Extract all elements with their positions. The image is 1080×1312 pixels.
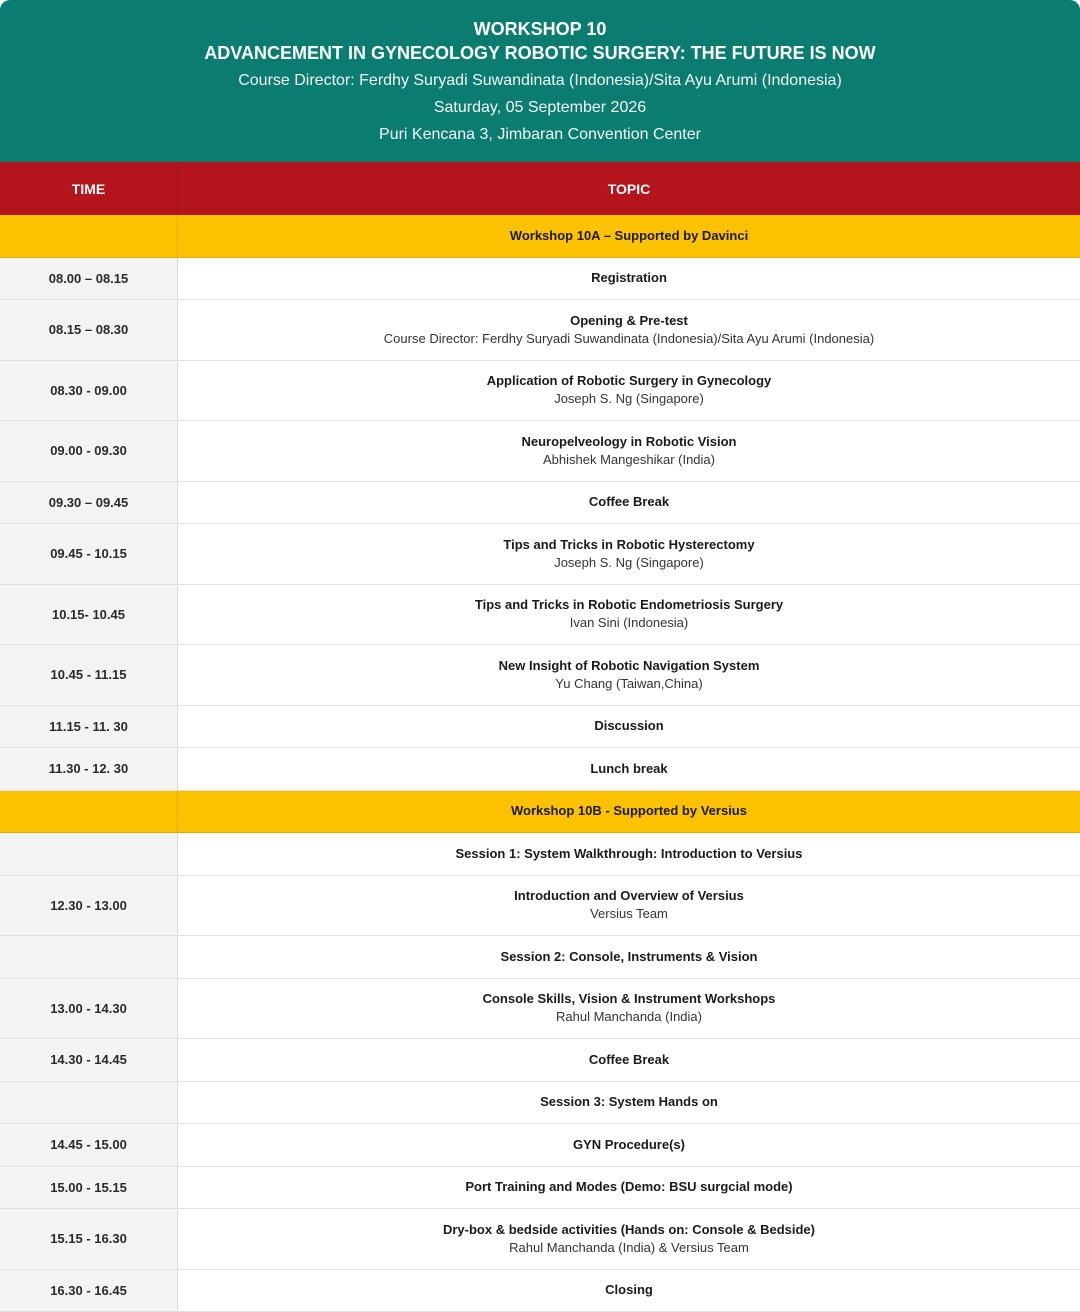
course-director: Course Director: Ferdhy Suryadi Suwandinata (Indonesia)/Sita Ayu Arumi (Indonesia) xyxy=(238,72,842,89)
table-row xyxy=(0,833,1080,876)
time-cell: 08.15 – 08.30 xyxy=(0,300,178,360)
topic-cell xyxy=(178,361,1080,421)
topic-cell xyxy=(178,1270,1080,1312)
workshop-subtitle: ADVANCEMENT IN GYNECOLOGY ROBOTIC SURGERY: THE FUTURE IS NOW xyxy=(204,43,876,63)
time-cell: 16.30 - 16.45 xyxy=(0,1270,178,1312)
table-row xyxy=(0,1082,1080,1125)
topic-cell xyxy=(178,706,1080,748)
topic-cell xyxy=(178,585,1080,645)
topic-cell xyxy=(178,876,1080,936)
topic-cell xyxy=(178,1124,1080,1166)
topic-title: Port Training and Modes (Demo: BSU surgcial mode) xyxy=(465,1179,793,1195)
time-cell: 10.45 - 11.15 xyxy=(0,645,178,705)
topic-cell xyxy=(178,748,1080,790)
table-row xyxy=(0,645,1080,706)
time-cell: 14.30 - 14.45 xyxy=(0,1039,178,1081)
topic-speaker: Yu Chang (Taiwan,China) xyxy=(555,675,703,691)
topic-title: Console Skills, Vision & Instrument Workshops xyxy=(482,991,776,1007)
topic-title: Registration xyxy=(591,270,667,286)
topic-title: Closing xyxy=(605,1282,653,1298)
topic-title: Coffee Break xyxy=(588,1051,670,1067)
time-cell: 09.30 – 09.45 xyxy=(0,482,178,524)
time-cell: 13.00 - 14.30 xyxy=(0,979,178,1039)
topic-cell xyxy=(178,645,1080,705)
table-row xyxy=(0,1167,1080,1210)
time-cell: 09.45 - 10.15 xyxy=(0,524,178,584)
topic-title: New Insight of Robotic Navigation System xyxy=(498,657,760,673)
topic-title: Neuropelveology in Robotic Vision xyxy=(521,433,737,449)
topic-title: Session 3: System Hands on xyxy=(540,1094,718,1110)
workshop-venue: Puri Kencana 3, Jimbaran Convention Center xyxy=(379,126,701,143)
section-row xyxy=(0,791,1080,834)
topic-speaker: Rahul Manchanda (India) & Versius Team xyxy=(509,1239,749,1255)
topic-cell xyxy=(178,1209,1080,1269)
table-row xyxy=(0,300,1080,361)
table-row xyxy=(0,524,1080,585)
time-cell xyxy=(0,215,178,257)
time-cell: 10.15- 10.45 xyxy=(0,585,178,645)
topic-title: Session 2: Console, Instruments & Vision xyxy=(500,948,758,964)
topic-title: Tips and Tricks in Robotic Hysterectomy xyxy=(503,536,755,552)
time-cell: 12.30 - 13.00 xyxy=(0,876,178,936)
topic-cell xyxy=(178,421,1080,481)
topic-title: Application of Robotic Surgery in Gynecology xyxy=(486,373,772,389)
time-cell: 11.30 - 12. 30 xyxy=(0,748,178,790)
table-row xyxy=(0,361,1080,422)
topic-title: Discussion xyxy=(594,718,664,734)
topic-cell xyxy=(178,833,1080,875)
table-header xyxy=(0,162,1080,215)
topic-speaker: Rahul Manchanda (India) xyxy=(556,1009,702,1025)
topic-speaker: Versius Team xyxy=(590,906,668,922)
table-row xyxy=(0,979,1080,1040)
table-row xyxy=(0,706,1080,749)
time-cell: 15.00 - 15.15 xyxy=(0,1167,178,1209)
time-cell: 08.30 - 09.00 xyxy=(0,361,178,421)
topic-title: Lunch break xyxy=(590,760,668,776)
table-row xyxy=(0,748,1080,791)
table-row xyxy=(0,1039,1080,1082)
time-cell: 14.45 - 15.00 xyxy=(0,1124,178,1166)
table-row xyxy=(0,258,1080,301)
table-row xyxy=(0,876,1080,937)
topic-speaker: Ivan Sini (Indonesia) xyxy=(569,615,689,631)
section-row xyxy=(0,215,1080,258)
topic-cell xyxy=(178,524,1080,584)
table-row xyxy=(0,1209,1080,1270)
table-row xyxy=(0,482,1080,525)
time-column-header: TIME xyxy=(0,162,178,215)
topic-title: Introduction and Overview of Versius xyxy=(514,888,744,904)
topic-title: Opening & Pre-test xyxy=(570,312,688,328)
topic-title: Workshop 10A – Supported by Davinci xyxy=(509,227,749,243)
workshop-date: Saturday, 05 September 2026 xyxy=(433,99,647,116)
table-row xyxy=(0,936,1080,979)
topic-speaker: Joseph S. Ng (Singapore) xyxy=(554,554,704,570)
topic-speaker: Abhishek Mangeshikar (India) xyxy=(543,451,715,467)
time-cell: 11.15 - 11. 30 xyxy=(0,706,178,748)
topic-title: Dry-box & bedside activities (Hands on: Console & Bedside) xyxy=(442,1221,815,1237)
schedule-table xyxy=(0,215,1080,1312)
time-cell: 15.15 - 16.30 xyxy=(0,1209,178,1269)
topic-column-header: TOPIC xyxy=(607,180,651,197)
workshop-title: WORKSHOP 10 xyxy=(473,19,607,39)
topic-cell xyxy=(178,936,1080,978)
time-cell xyxy=(0,791,178,833)
topic-title: GYN Procedure(s) xyxy=(573,1136,685,1152)
topic-title: Coffee Break xyxy=(588,494,670,510)
topic-cell xyxy=(178,215,1080,257)
table-row xyxy=(0,585,1080,646)
topic-cell xyxy=(178,791,1080,833)
topic-title: Session 1: System Walkthrough: Introduction to Versius xyxy=(455,845,803,861)
time-cell: 09.00 - 09.30 xyxy=(0,421,178,481)
time-cell xyxy=(0,936,178,978)
topic-cell xyxy=(178,1082,1080,1124)
topic-cell xyxy=(178,979,1080,1039)
topic-cell xyxy=(178,258,1080,300)
workshop-banner xyxy=(0,0,1080,162)
table-row xyxy=(0,1270,1080,1312)
table-row xyxy=(0,421,1080,482)
table-row xyxy=(0,1124,1080,1167)
topic-cell xyxy=(178,300,1080,360)
time-cell: 08.00 – 08.15 xyxy=(0,258,178,300)
time-cell xyxy=(0,833,178,875)
topic-cell xyxy=(178,1167,1080,1209)
topic-title: Tips and Tricks in Robotic Endometriosis Surgery xyxy=(474,597,784,613)
topic-speaker: Joseph S. Ng (Singapore) xyxy=(554,391,704,407)
topic-cell xyxy=(178,482,1080,524)
topic-speaker: Course Director: Ferdhy Suryadi Suwandinata (Indonesia)/Sita Ayu Arumi (Indonesia) xyxy=(383,330,875,346)
time-cell xyxy=(0,1082,178,1124)
topic-cell xyxy=(178,1039,1080,1081)
topic-title: Workshop 10B - Supported by Versius xyxy=(511,803,747,819)
